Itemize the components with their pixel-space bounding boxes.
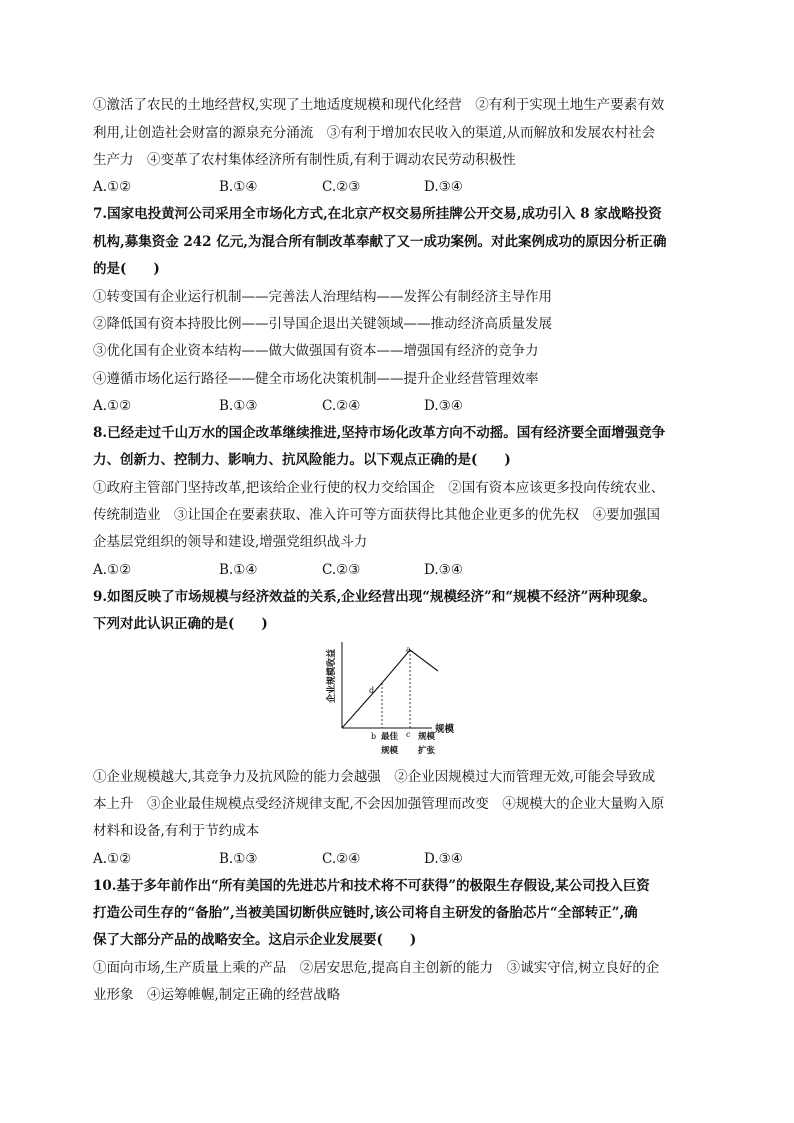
- chart-axes: [342, 642, 432, 728]
- q9-choice-c[interactable]: C.②④: [322, 851, 361, 867]
- y-axis-label: 企业规模收益: [327, 648, 337, 704]
- q7-item-2: ②降低国有资本持股比例——引导国企退出关键领域——推动经济高质量发展: [93, 316, 552, 332]
- q7-item-1: ①转变国有企业运行机制——完善法人治理结构——发挥公有制经济主导作用: [93, 289, 552, 305]
- q9-choice-a[interactable]: A.①②: [93, 851, 132, 867]
- point-label-c: c: [406, 730, 411, 739]
- q6-line-1: ①激活了农民的土地经营权,实现了土地适度规模和现代化经营 ②有利于实现土地生产要素有效: [93, 97, 665, 113]
- q9-stem-1: 9.如图反映了市场规模与经济效益的关系,企业经营出现“规模经济”和“规模不经济”两种现象。: [93, 589, 656, 605]
- q9-choice-b[interactable]: B.①③: [219, 851, 258, 867]
- q7-choice-a[interactable]: A.①②: [93, 398, 132, 414]
- q7-choice-d[interactable]: D.③④: [424, 398, 463, 414]
- x-annotation-expand-1: 规模: [418, 732, 436, 742]
- q8-choice-a[interactable]: A.①②: [93, 562, 132, 578]
- q10-item-2: 业形象 ④运筹帷幄,制定正确的经营战略: [93, 987, 341, 1003]
- point-label-a: a: [406, 645, 411, 654]
- q8-stem-1: 8.已经走过千山万水的国企改革继续推进,坚持市场化改革方向不动摇。国有经济要全面增强竞争: [93, 425, 666, 441]
- q6-choice-c[interactable]: C.②③: [322, 179, 361, 195]
- q8-choice-d[interactable]: D.③④: [424, 562, 463, 578]
- point-label-d: d: [369, 686, 375, 695]
- q7-stem-2: 机构,募集资金 242 亿元,为混合所有制改革奉献了又一成功案例。对此案例成功的原因分析正确: [93, 234, 667, 250]
- q10-stem-2: 打造公司生存的“备胎”,当被美国切断供应链时,该公司将自主研发的备胎芯片“全部转正”,确: [93, 905, 638, 921]
- q8-stem-2: 力、创新力、控制力、影响力、抗风险能力。以下观点正确的是( ): [93, 452, 511, 468]
- q6-line-2: 利用,让创造社会财富的源泉充分涌流 ③有利于增加农民收入的渠道,从而解放和发展农村社会: [93, 125, 656, 141]
- q6-choice-d[interactable]: D.③④: [424, 179, 463, 195]
- q8-choice-c[interactable]: C.②③: [322, 562, 361, 578]
- x-annotation-best-1: 最佳: [381, 732, 399, 742]
- q9-choice-d[interactable]: D.③④: [424, 851, 463, 867]
- series-line: [342, 650, 438, 728]
- q10-item-1: ①面向市场,生产质量上乘的产品 ②居安思危,提高自主创新的能力 ③诚实守信,树立良好的企: [93, 960, 660, 976]
- q8-choice-b[interactable]: B.①④: [219, 562, 258, 578]
- q10-stem-3: 保了大部分产品的战略安全。这启示企业发展要( ): [93, 932, 417, 948]
- q9-item-2: 本上升 ③企业最佳规模点受经济规律支配,不会因加强管理而改变 ④规模大的企业大量购入原: [93, 796, 665, 812]
- q7-item-4: ④遵循市场化运行路径——健全市场化决策机制——提升企业经营管理效率: [93, 371, 539, 387]
- q8-item-3: 企基层党组织的领导和建设,增强党组织战斗力: [93, 534, 368, 550]
- scale-benefit-chart: [322, 636, 472, 764]
- q6-line-3: 生产力 ④变革了农村集体经济所有制性质,有利于调动农民劳动积极性: [93, 152, 516, 168]
- q9-stem-2: 下列对此认识正确的是( ): [93, 616, 268, 632]
- q10-stem-1: 10.基于多年前作出“所有美国的先进芯片和技术将不可获得”的极限生存假设,某公司投入巨资: [93, 878, 650, 894]
- q7-choice-c[interactable]: C.②④: [322, 398, 361, 414]
- q9-item-1: ①企业规模越大,其竞争力及抗风险的能力会越强 ②企业因规模过大而管理无效,可能会导致成: [93, 769, 656, 785]
- q6-choice-a[interactable]: A.①②: [93, 179, 132, 195]
- q7-stem-3: 的是( ): [93, 261, 160, 277]
- chart-marks: [342, 650, 438, 728]
- q6-choice-b[interactable]: B.①④: [219, 179, 258, 195]
- q7-stem-1: 7.国家电投黄河公司采用全市场化方式,在北京产权交易所挂牌公开交易,成功引入 8 家战略投资: [93, 206, 662, 222]
- x-annotation-best-2: 规模: [381, 746, 399, 756]
- q7-choice-b[interactable]: B.①③: [219, 398, 258, 414]
- x-annotation-expand-2: 扩张: [418, 746, 436, 756]
- x-axis-label: 规模: [435, 724, 455, 735]
- q8-item-1: ①政府主管部门坚持改革,把该给企业行使的权力交给国企 ②国有资本应该更多投向传统农业、: [93, 480, 665, 496]
- point-label-b: b: [371, 732, 377, 741]
- q8-item-2: 传统制造业 ③让国企在要素获取、准入许可等方面获得比其他企业更多的优先权 ④要加强国: [93, 507, 660, 523]
- q9-item-3: 材料和设备,有利于节约成本: [93, 823, 260, 839]
- q7-item-3: ③优化国有企业资本结构——做大做强国有资本——增强国有经济的竞争力: [93, 343, 539, 359]
